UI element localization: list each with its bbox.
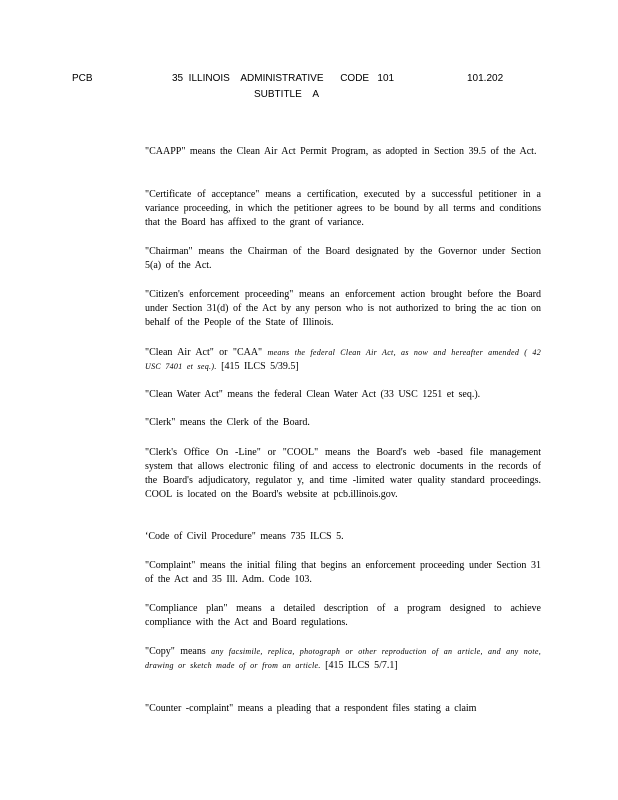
definition-paragraph: "Certificate of acceptance" means a certification, executed by a successful petitioner in a variance proceeding, in which the petitioner agrees to be bound by all terms and conditions that the Board has affixed to the grant of variance. (145, 189, 541, 228)
definition-paragraph: "Counter -complaint" means a pleading that a respondent files stating a claim (145, 703, 477, 714)
header-subtitle: SUBTITLE A (254, 89, 320, 100)
definition-paragraph: "Complaint" means the initial filing that begins an enforcement proceeding under Section 31 of the Act and 35 Ill. Adm. Code 103. (145, 560, 541, 585)
definition-term: "Clean Air Act" or "CAA" (145, 347, 268, 358)
definition-quoted-statute: any facsimile, replica, photograph or other reproduction of an article, and any note, drawing or sketch made of or from an article. (145, 647, 541, 670)
header-source: PCB (72, 73, 93, 84)
definition-paragraph: "Clean Water Act" means the federal Clean Water Act (33 USC 1251 et seq.). (145, 389, 481, 400)
definition-citation: [415 ILCS 5/7.1] (320, 660, 398, 671)
definition-paragraph: "Clerk" means the Clerk of the Board. (145, 417, 310, 428)
header-section-number: 101.202 (467, 73, 504, 84)
header-title: 35 ILLINOIS ADMINISTRATIVE CODE 101 (172, 73, 395, 84)
definition-paragraph: ‘Code of Civil Procedure" means 735 ILCS 5. (145, 531, 344, 542)
definition-quoted-statute: means the federal Clean Air Act, as now and hereafter amended ( 42 USC 7401 et seq.). (145, 348, 541, 371)
definition-citation: [415 ILCS 5/39.5] (216, 361, 299, 372)
definition-paragraph: "Citizen's enforcement proceeding" means an enforcement action brought before the Board under Section 31(d) of the Act by any person who is not authorized to bring the ac tion on behalf of the People of the State of Illinois. (145, 289, 541, 328)
definition-paragraph (145, 645, 541, 673)
definition-paragraph (145, 346, 541, 374)
definition-paragraph: "CAAPP" means the Clean Air Act Permit Program, as adopted in Section 39.5 of the Act. (145, 146, 537, 157)
definition-paragraph: "Compliance plan" means a detailed description of a program designed to achieve compliance with the Act and Board regulations. (145, 603, 541, 628)
definition-paragraph: "Clerk's Office On -Line" or "COOL" means the Board's web -based file management system that allows electronic filing of and access to electronic documents in the records of the Board's adjudicatory, regulator y, and time -limited water quality standard proceedings. COOL is located on the Board's website at pcb.illinois.gov. (145, 447, 541, 500)
definition-paragraph: "Chairman" means the Chairman of the Board designated by the Governor under Section 5(a) of the Act. (145, 246, 541, 271)
definition-term: "Copy" means (145, 646, 212, 657)
